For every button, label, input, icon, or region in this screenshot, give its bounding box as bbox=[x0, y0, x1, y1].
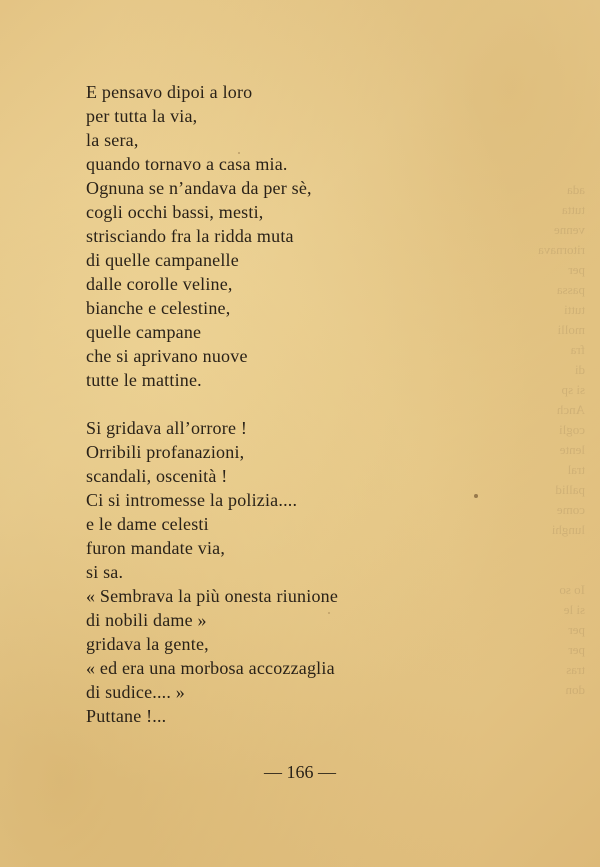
verse-line: furon mandate via, bbox=[86, 538, 226, 558]
verse-line: « ed era una morbosa accozzaglia bbox=[86, 658, 335, 678]
verse-line: per tutta la via, bbox=[86, 106, 198, 126]
paper-speck bbox=[238, 152, 240, 154]
verse-line: Ci si intromesse la polizia.... bbox=[86, 490, 298, 510]
verse-line: bianche e celestine, bbox=[86, 298, 231, 318]
verse-line: di quelle campanelle bbox=[86, 250, 239, 270]
verse-line: Si gridava all’orrore ! bbox=[86, 418, 248, 438]
verse-line: strisciando fra la ridda muta bbox=[86, 226, 294, 246]
verse-line: « Sembrava la più onesta riunione bbox=[86, 586, 339, 606]
verse-line: la sera, bbox=[86, 130, 139, 150]
verse-line: Orribili profanazioni, bbox=[86, 442, 245, 462]
stanza-1 bbox=[86, 80, 506, 392]
stanza-break bbox=[86, 392, 506, 416]
verse-line: quelle campane bbox=[86, 322, 202, 342]
verse-line: dalle corolle veline, bbox=[86, 274, 233, 294]
verse-line: di nobili dame » bbox=[86, 610, 207, 630]
verse-line: e le dame celesti bbox=[86, 514, 209, 534]
verse-line: si sa. bbox=[86, 562, 124, 582]
verse-line: che si aprivano nuove bbox=[86, 346, 248, 366]
page-number: — 166 — bbox=[264, 762, 336, 782]
bleed-through-text: ada tutta venne ritornava per passa tutti molli fra di si sp Anch cogli lente tral pallid come lunghi Io so si le per per tras don bbox=[538, 182, 585, 697]
paper-speck bbox=[328, 612, 330, 614]
verse-line: cogli occhi bassi, mesti, bbox=[86, 202, 264, 222]
verse-line: E pensavo dipoi a loro bbox=[86, 82, 253, 102]
verse-line: gridava la gente, bbox=[86, 634, 209, 654]
verse-line: Ognuna se n’andava da per sè, bbox=[86, 178, 312, 198]
stanza-2 bbox=[86, 416, 506, 728]
paper-speck bbox=[474, 494, 478, 498]
poem-body bbox=[86, 80, 506, 728]
verse-line: quando tornavo a casa mia. bbox=[86, 154, 288, 174]
verse-line: tutte le mattine. bbox=[86, 370, 202, 390]
verse-line: Puttane !... bbox=[86, 706, 167, 726]
verse-line: scandali, oscenità ! bbox=[86, 466, 228, 486]
verse-line: di sudice.... » bbox=[86, 682, 185, 702]
